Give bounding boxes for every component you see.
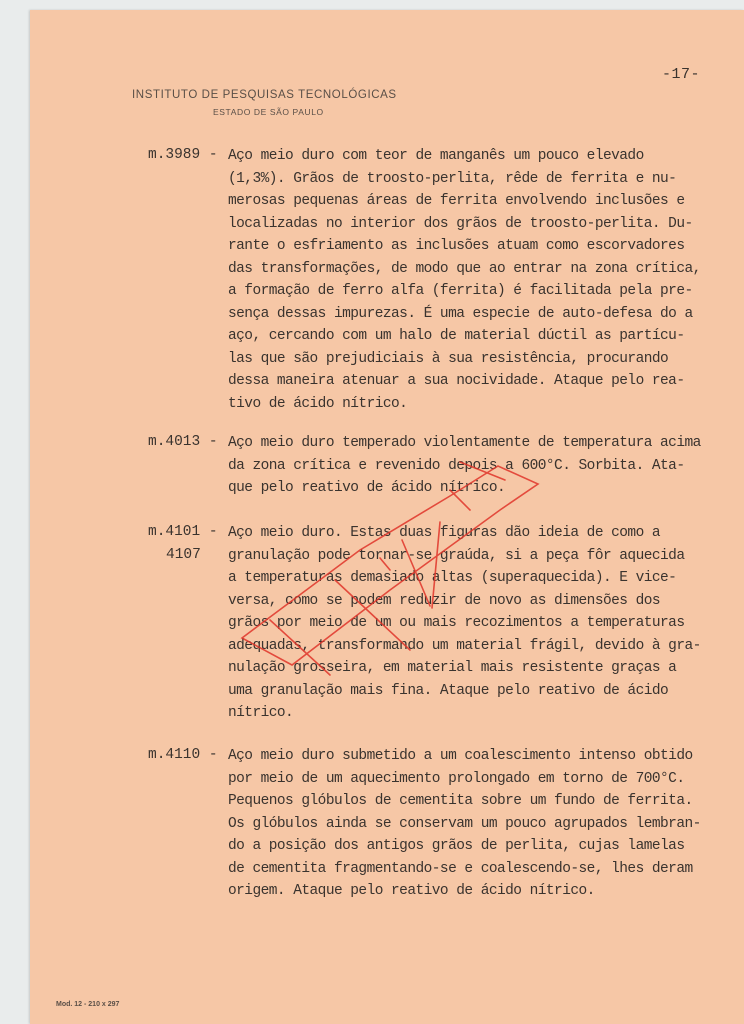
- entry-code: m.4110 -: [148, 747, 218, 763]
- entry-code: m.4013 -: [148, 434, 218, 450]
- text-line: Aço meio duro submetido a um coalescimento intenso obtido: [228, 748, 693, 764]
- entry-text: [228, 522, 701, 725]
- text-line: versa, como se podem reduzir de novo as dimensões dos: [228, 592, 661, 609]
- text-line: a formação de ferro alfa (ferrita) é facilitada pela pre-: [228, 283, 693, 299]
- text-line: dessa maneira atenuar a sua nocividade. Ataque pelo rea-: [228, 373, 685, 389]
- text-line: nulação grosseira, em material mais resistente graças a: [228, 660, 677, 676]
- text-line: das transformações, de modo que ao entrar na zona crítica,: [228, 260, 701, 277]
- text-line: localizadas no interior dos grãos de troosto-perlita. Du-: [228, 215, 693, 232]
- page-number: -17-: [662, 66, 701, 83]
- text-line: a temperaturas demasiado altas (superaquecida). E vice-: [228, 570, 677, 586]
- text-line: uma granulação mais fina. Ataque pelo reativo de ácido: [228, 682, 669, 699]
- text-line: Os glóbulos ainda se conservam um pouco agrupados lembran-: [228, 815, 701, 832]
- text-line: de cementita fragmentando-se e coalescendo-se, lhes deram: [228, 860, 693, 877]
- text-line: Aço meio duro temperado violentamente de temperatura acima: [228, 435, 701, 451]
- text-line: granulação pode tornar-se graúda, si a peça fôr aquecida: [228, 547, 685, 564]
- entry-code: m.4101 -: [148, 524, 218, 540]
- text-line: las que são prejudiciais à sua resistência, procurando: [228, 350, 669, 367]
- text-line: origem. Ataque pelo reativo de ácido nítrico.: [228, 883, 595, 899]
- text-line: aço, cercando com um halo de material dúctil as partícu-: [228, 328, 685, 344]
- entry-text: [228, 432, 701, 500]
- text-line: sença dessas impurezas. É uma especie de auto-defesa do a: [228, 305, 693, 322]
- entry-code: m.3989 -: [148, 147, 218, 163]
- text-line: nítrico.: [228, 705, 294, 721]
- entry-code-secondary: 4107: [166, 547, 201, 563]
- text-line: do a posição dos antigos grãos de perlita, cujas lamelas: [228, 838, 685, 854]
- text-line: Pequenos glóbulos de cementita sobre um fundo de ferrita.: [228, 793, 693, 809]
- text-line: tivo de ácido nítrico.: [228, 395, 408, 412]
- text-line: grãos por meio de um ou mais recozimentos a temperaturas: [228, 615, 685, 631]
- institute-state: ESTADO DE SÃO PAULO: [213, 107, 324, 117]
- text-line: rante o esfriamento as inclusões atuam como escorvadores: [228, 238, 685, 254]
- form-footer: Mod. 12 - 210 x 297: [56, 1001, 120, 1008]
- text-line: que pelo reativo de ácido nítrico.: [228, 480, 506, 496]
- text-line: da zona crítica e revenido depois a 600°C. Sorbita. Ata-: [228, 457, 685, 474]
- document-page: [30, 10, 744, 1024]
- text-line: Aço meio duro. Estas duas figuras dão ideia de como a: [228, 525, 661, 541]
- institute-name: INSTITUTO DE PESQUISAS TECNOLÓGICAS: [132, 89, 397, 101]
- text-line: adequadas, transformando um material frágil, devido à gra-: [228, 637, 701, 654]
- text-line: merosas pequenas áreas de ferrita envolvendo inclusões e: [228, 193, 685, 209]
- entry-text: [228, 145, 701, 415]
- text-line: (1,3%). Grãos de troosto-perlita, rêde de ferrita e nu-: [228, 170, 677, 187]
- text-line: por meio de um aquecimento prolongado em torno de 700°C.: [228, 770, 685, 787]
- text-line: Aço meio duro com teor de manganês um pouco elevado: [228, 148, 644, 164]
- entry-text: [228, 745, 701, 903]
